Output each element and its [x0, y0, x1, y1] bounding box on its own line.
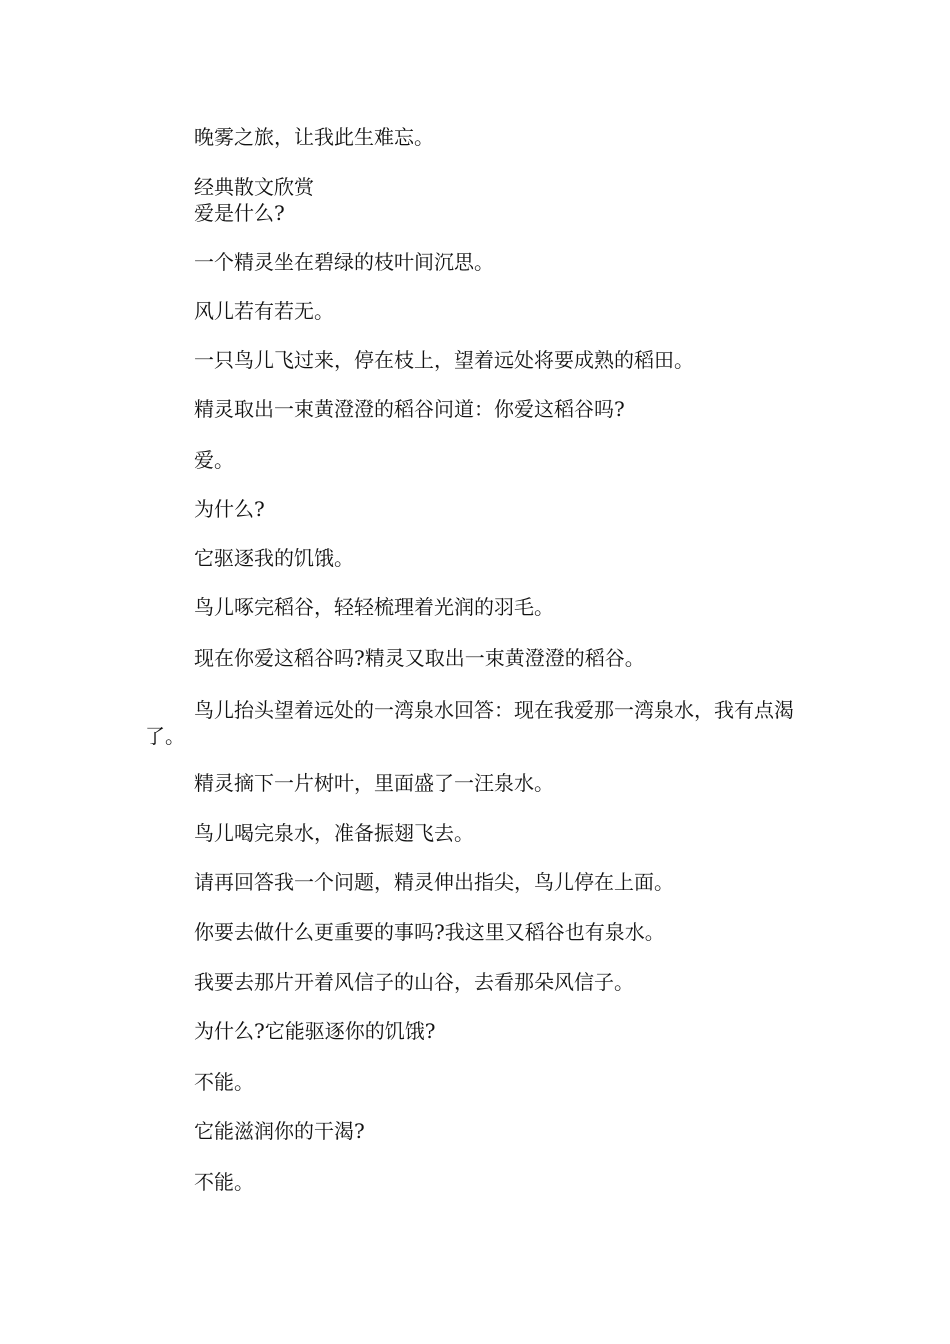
paragraph: 不能。 — [194, 1070, 254, 1094]
paragraph: 鸟儿抬头望着远处的一湾泉水回答：现在我爱那一湾泉水，我有点渴了。 — [145, 698, 794, 748]
paragraph: 我要去那片开着风信子的山谷，去看那朵风信子。 — [194, 970, 634, 994]
paragraph: 一个精灵坐在碧绿的枝叶间沉思。 — [194, 250, 494, 274]
paragraph: 为什么?它能驱逐你的饥饿? — [194, 1019, 436, 1043]
paragraph: 一只鸟儿飞过来，停在枝上，望着远处将要成熟的稻田。 — [194, 348, 694, 372]
paragraph: 精灵摘下一片树叶，里面盛了一汪泉水。 — [194, 771, 554, 795]
paragraph: 它驱逐我的饥饿。 — [194, 546, 354, 570]
paragraph: 精灵取出一束黄澄澄的稻谷问道：你爱这稻谷吗? — [194, 397, 625, 421]
essay-title: 爱是什么? — [194, 201, 285, 225]
paragraph: 现在你爱这稻谷吗?精灵又取出一束黄澄澄的稻谷。 — [194, 646, 645, 670]
paragraph: 你要去做什么更重要的事吗?我这里又稻谷也有泉水。 — [194, 920, 665, 944]
paragraph: 爱。 — [194, 448, 234, 472]
paragraph: 请再回答我一个问题，精灵伸出指尖，鸟儿停在上面。 — [194, 870, 674, 894]
section-heading: 经典散文欣赏 — [194, 175, 314, 199]
paragraph: 风儿若有若无。 — [194, 299, 334, 323]
paragraph: 鸟儿喝完泉水，准备振翅飞去。 — [194, 821, 474, 845]
paragraph: 鸟儿啄完稻谷，轻轻梳理着光润的羽毛。 — [194, 595, 554, 619]
paragraph: 晚雾之旅，让我此生难忘。 — [194, 125, 434, 149]
paragraph: 不能。 — [194, 1170, 254, 1194]
paragraph: 为什么? — [194, 497, 265, 521]
paragraph: 它能滋润你的干渴? — [194, 1119, 365, 1143]
